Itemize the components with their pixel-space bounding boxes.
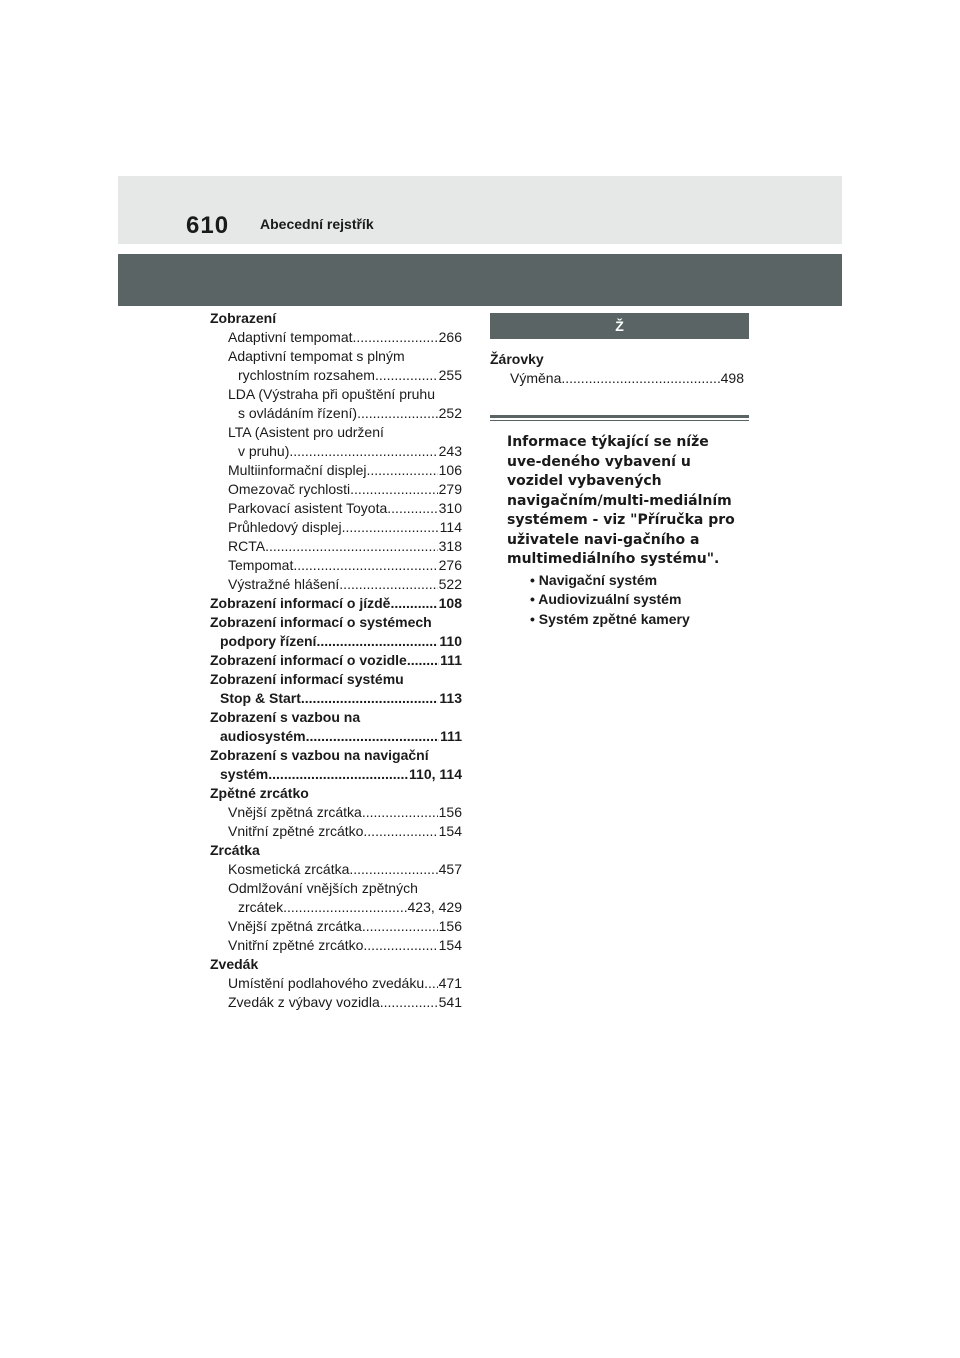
page-ref: 111 xyxy=(440,728,462,744)
index-entry: Zobrazení informací systému Stop & Start ..... 113 xyxy=(210,670,462,708)
page-ref: 110, 114 xyxy=(409,766,462,782)
page-ref: 252 xyxy=(438,405,462,421)
index-subentry: Průhledový displej ..... 114 xyxy=(210,518,462,537)
index-column-left xyxy=(210,309,462,1012)
index-subentry: Kosmetická zrcátka ..... 457 xyxy=(210,860,462,879)
index-entry: Zobrazení informací o systémech podpory řízení ..... 110 xyxy=(210,613,462,651)
section-band xyxy=(118,254,842,306)
page-ref: 154 xyxy=(438,823,462,839)
page-ref: 457 xyxy=(438,861,462,877)
index-column-right xyxy=(490,309,750,629)
index-subentry: Parkovací asistent Toyota ..... 310 xyxy=(210,499,462,518)
letter-heading: Ž xyxy=(490,313,749,339)
index-term: Zvedák xyxy=(210,956,259,972)
page-ref: 318 xyxy=(438,538,462,554)
info-note-text: Informace týkající se níže uve-deného vybavení u vozidel vybavených navigačním/multi-mediálním systémem - viz "Příručka pro uživatele navi-gačního a multimediálního systému". xyxy=(507,434,735,567)
page-ref: 111 xyxy=(440,652,462,668)
index-subentry: Výstražné hlášení ..... 522 xyxy=(210,575,462,594)
index-entry: Zobrazení s vazbou na audiosystém ..... 111 xyxy=(210,708,462,746)
page-ref: 522 xyxy=(438,576,462,592)
page-ref: 276 xyxy=(438,557,462,573)
info-note xyxy=(490,433,747,629)
index-entry: Zobrazení informací o jízdě ..... 108 xyxy=(210,594,462,613)
index-subentry: Adaptivní tempomat s plným rychlostním rozsahem ..... 255 xyxy=(210,347,462,385)
page-ref: 156 xyxy=(438,918,462,934)
page-ref: 266 xyxy=(438,329,462,345)
index-subentry: Tempomat ..... 276 xyxy=(210,556,462,575)
page-ref: 471 xyxy=(438,975,462,991)
list-item: • Audiovizuální systém xyxy=(530,591,682,607)
page-ref: 106 xyxy=(438,462,462,478)
list-item: • Systém zpětné kamery xyxy=(530,610,690,627)
index-subentry: Výměna ..... 498 xyxy=(490,369,744,388)
index-term: Zpětné zrcátko xyxy=(210,785,309,801)
index-subentry: LTA (Asistent pro udržení v pruhu) ..... 243 xyxy=(210,423,462,461)
index-subentry: Multiinformační displej ..... 106 xyxy=(210,461,462,480)
page-ref: 310 xyxy=(438,500,462,516)
index-entry: Zobrazení s vazbou na navigační systém ..... 110, 114 xyxy=(210,746,462,784)
index-subentry: Vnitřní zpětné zrcátko ..... 154 xyxy=(210,822,462,841)
index-term: Zrcátka xyxy=(210,842,260,858)
page-ref: 423, 429 xyxy=(407,899,462,915)
index-term: Žárovky xyxy=(490,351,544,367)
index-subentry: Zvedák z výbavy vozidla ..... 541 xyxy=(210,993,462,1012)
index-subentry: LDA (Výstraha při opuštění pruhu s ovládáním řízení) ..... 252 xyxy=(210,385,462,423)
page-number: 610 xyxy=(186,212,230,239)
page-ref: 110 xyxy=(439,633,462,649)
list-item: • Navigační systém xyxy=(530,571,658,588)
page-title: Abecední rejstřík xyxy=(260,216,374,232)
page-ref: 279 xyxy=(438,481,462,497)
index-subentry: Vnitřní zpětné zrcátko ..... 154 xyxy=(210,936,462,955)
divider xyxy=(490,415,749,421)
index-subentry: RCTA ..... 318 xyxy=(210,537,462,556)
index-subentry: Adaptivní tempomat ..... 266 xyxy=(210,328,462,347)
index-subentry: Vnější zpětná zrcátka ..... 156 xyxy=(210,803,462,822)
index-subentry: Odmlžování vnějších zpětných zrcátek ..... 423, 429 xyxy=(210,879,462,917)
index-entry: Zobrazení informací o vozidle ..... 111 xyxy=(210,651,462,670)
index-subentry: Vnější zpětná zrcátka ..... 156 xyxy=(210,917,462,936)
page-ref: 154 xyxy=(438,937,462,953)
page-ref: 114 xyxy=(439,519,462,535)
page-ref: 541 xyxy=(438,994,462,1010)
page-ref: 255 xyxy=(438,367,462,383)
page-ref: 113 xyxy=(439,690,462,706)
index-term: Zobrazení xyxy=(210,310,277,326)
page-ref: 243 xyxy=(438,443,462,459)
index-subentry: Omezovač rychlosti ..... 279 xyxy=(210,480,462,499)
index-subentry: Umístění podlahového zvedáku ..... 471 xyxy=(210,974,462,993)
page-ref: 156 xyxy=(438,804,462,820)
bullet-list xyxy=(507,571,747,630)
page-ref: 108 xyxy=(438,595,462,611)
page-ref: 498 xyxy=(720,370,744,386)
